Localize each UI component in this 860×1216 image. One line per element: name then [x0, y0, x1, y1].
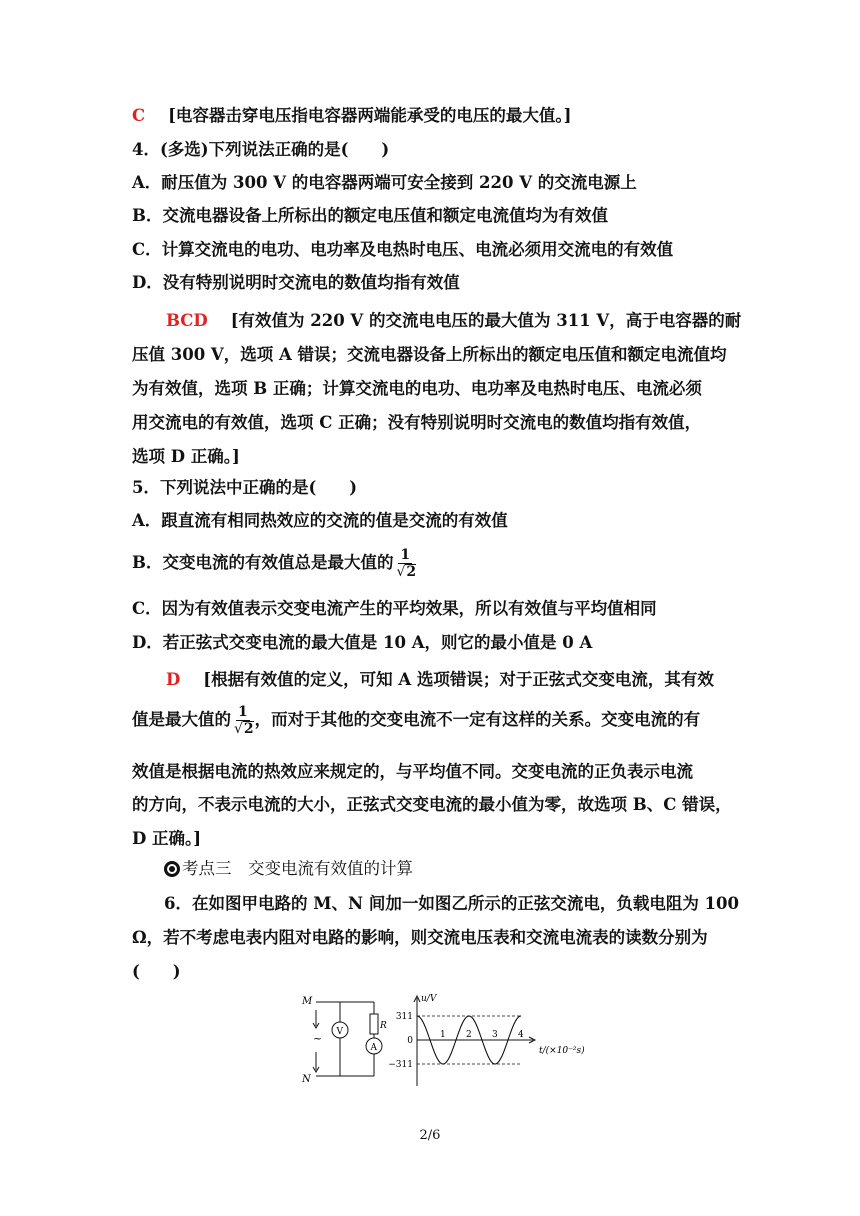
question-5-option-b-text: B．交变电流的有效值总是最大值的: [132, 553, 394, 572]
answer-5-line-2: [132, 704, 700, 737]
fraction-one-over-root-two-2: [232, 705, 254, 737]
sqrt-icon: √: [396, 563, 406, 580]
fraction-denominator: 2: [406, 563, 417, 580]
target-bullet-icon: [164, 861, 180, 877]
question-5-stem: 5．下列说法中正确的是( ): [132, 478, 358, 497]
answer-5-letter: D: [166, 670, 181, 689]
answer-5-line-4: 的方向，不表示电流的大小，正弦式交变电流的最小值为零，故选项 B、C 错误，: [132, 795, 732, 814]
answer-4-line-4: 用交流电的有效值，选项 C 正确；没有特别说明时交流电的数值均指有效值，: [132, 413, 702, 432]
fraction-numerator: 1: [400, 546, 411, 563]
x-tick-label: 1: [440, 1030, 446, 1040]
answer-3-letter: C: [132, 106, 146, 125]
sine-chart: [388, 990, 613, 1090]
answer-5-line-3: 效值是根据电流的热效应来规定的，与平均值不同。交变电流的正负表示电流: [132, 762, 693, 781]
answer-4-letter: BCD: [166, 311, 208, 330]
question-6-line-3: ( ): [132, 962, 181, 981]
y-axis-title: u/V: [421, 994, 437, 1004]
section-title: 考点三 交变电流有效值的计算: [182, 859, 413, 878]
question-4-stem: 4．(多选)下列说法正确的是( ): [132, 140, 390, 159]
x-axis-title: t/(×10⁻²s): [539, 1046, 585, 1056]
question-4-option-b: B．交流电器设备上所标出的额定电压值和额定电流值均为有效值: [132, 206, 608, 225]
section-heading: [164, 858, 764, 880]
answer-4-line-3: 为有效值，选项 B 正确；计算交流电的电功、电功率及电热时电压、电流必须: [132, 379, 702, 398]
answer-5-line-1: [根据有效值的定义，可知 A 选项错误；对于正弦式交变电流，其有效: [203, 670, 714, 689]
answer-4-line-2: 压值 300 V，选项 A 错误；交流电器设备上所标出的额定电压值和额定电流值均: [132, 345, 727, 364]
sqrt-icon: √: [234, 720, 243, 737]
label-m: M: [302, 996, 313, 1007]
figure-group: [298, 990, 618, 1090]
answer-5-line-2-suffix: ，而对于其他的交变电流不一定有这样的关系。交变电流的有: [254, 710, 701, 729]
answer-3-text: [电容器击穿电压指电容器两端能承受的电压的最大值。]: [168, 106, 572, 125]
label-n: N: [302, 1074, 311, 1085]
question-5-option-a: A．跟直流有相同热效应的交流的值是交流的有效值: [132, 511, 508, 530]
page-number: 2/6: [419, 1128, 441, 1143]
answer-5-line-5: D 正确。]: [132, 829, 202, 848]
x-tick-label: 2: [466, 1030, 472, 1040]
question-4-option-a: A．耐压值为 300 V 的电容器两端可安全接到 220 V 的交流电源上: [132, 173, 637, 192]
question-5-option-d: D．若正弦式交变电流的最大值是 10 A，则它的最小值是 0 A: [132, 633, 593, 652]
question-4-option-d: D．没有特别说明时交流电的数值均指有效值: [132, 273, 460, 292]
question-4-option-c: C．计算交流电的电功、电功率及电热时电压、电流必须用交流电的有效值: [132, 240, 674, 259]
y-tick-label: 0: [407, 1036, 413, 1046]
answer-5-line-2-prefix: 值是最大值的: [132, 710, 231, 729]
answer-3: [132, 105, 732, 127]
x-tick-label: 4: [518, 1030, 524, 1040]
question-5-option-c: C．因为有效值表示交变电流产生的平均效果，所以有效值与平均值相同: [132, 599, 657, 618]
answer-4-line-5: 选项 D 正确。]: [132, 447, 240, 466]
question-5-option-b: [132, 547, 732, 580]
x-tick-label: 3: [492, 1030, 498, 1040]
fraction-denominator: 2: [243, 720, 254, 737]
fraction-one-over-root-two: [394, 548, 416, 580]
ac-source-icon: ~: [313, 1032, 323, 1045]
circuit-diagram: [298, 990, 388, 1090]
question-6-line-2: Ω，若不考虑电表内阻对电路的影响，则交流电压表和交流电流表的读数分别为: [132, 928, 708, 947]
question-6-line-1: 6．在如图甲电路的 M、N 间加一如图乙所示的正弦交流电，负载电阻为 100: [164, 894, 740, 913]
fraction-numerator: 1: [237, 703, 248, 720]
answer-4-line-1: [有效值为 220 V 的交流电电压的最大值为 311 V，高于电容器的耐: [230, 311, 742, 330]
ammeter-label: A: [370, 1043, 377, 1053]
resistor-label: R: [380, 1021, 387, 1031]
voltmeter-label: V: [336, 1027, 343, 1037]
y-tick-label: −311: [388, 1060, 413, 1070]
y-tick-label: 311: [395, 1012, 413, 1022]
